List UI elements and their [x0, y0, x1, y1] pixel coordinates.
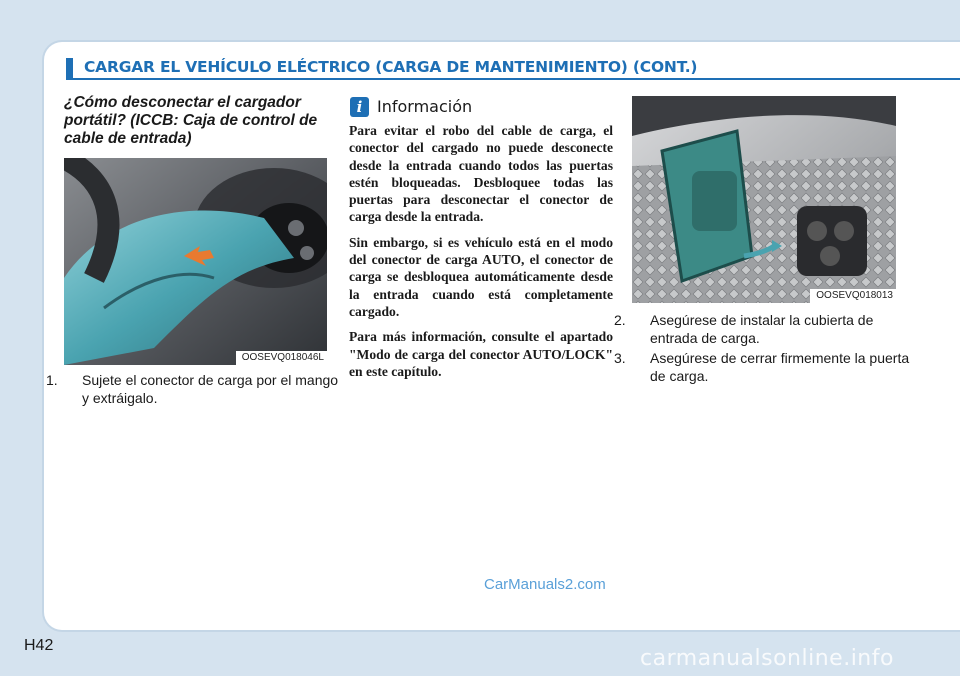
header-accent-bar	[66, 58, 73, 80]
step-number: 1.	[46, 372, 58, 388]
info-body	[349, 122, 613, 388]
step-2	[614, 311, 915, 347]
info-paragraph: Sin embargo, si es vehículo está en el modo del conector de carga AUTO, el conector de carga se desbloquea automáticamente desde la entrada cuando está completamente cargado.	[349, 234, 613, 319]
info-paragraph: Para evitar el robo del cable de carga, el conector del cargado no puede desconecte desde la entrada cuando todos las puertas estén bloqueadas. Desbloquee todas las puertas para desconectar el conector de carga desde la entrada.	[349, 123, 613, 225]
info-title: Información	[377, 97, 473, 116]
step-number: 3.	[614, 350, 626, 366]
info-icon: i	[350, 97, 369, 117]
step-1	[46, 371, 348, 407]
step-text: Sujete el conector de carga por el mango y extráigalo.	[82, 372, 339, 406]
subheading: ¿Cómo desconectar el cargador portátil? (ICCB: Caja de control de cable de entrada)	[64, 94, 318, 147]
step-3	[614, 349, 915, 385]
page-number: H42	[24, 637, 54, 654]
watermark-link[interactable]: CarManuals2.com	[484, 576, 606, 593]
header-underline	[73, 78, 960, 80]
step-number: 2.	[614, 312, 626, 328]
charging-door-photo	[632, 96, 896, 303]
figure-caption: OOSEVQ018046L	[236, 351, 327, 365]
step-text: Asegúrese de cerrar firmemente la puerta de carga.	[650, 350, 910, 384]
info-paragraph: Para más información, consulte el apartado "Modo de carga del conector AUTO/LOCK" en este capítulo.	[349, 329, 613, 379]
step-text: Asegúrese de instalar la cubierta de entrada de carga.	[650, 312, 874, 346]
figure-caption: OOSEVQ018013	[810, 289, 896, 303]
charging-connector-photo	[64, 158, 327, 365]
footer-watermark: carmanualsonline.info	[640, 646, 894, 671]
section-title: CARGAR EL VEHÍCULO ELÉCTRICO (CARGA DE MANTENIMIENTO) (CONT.)	[84, 58, 698, 76]
